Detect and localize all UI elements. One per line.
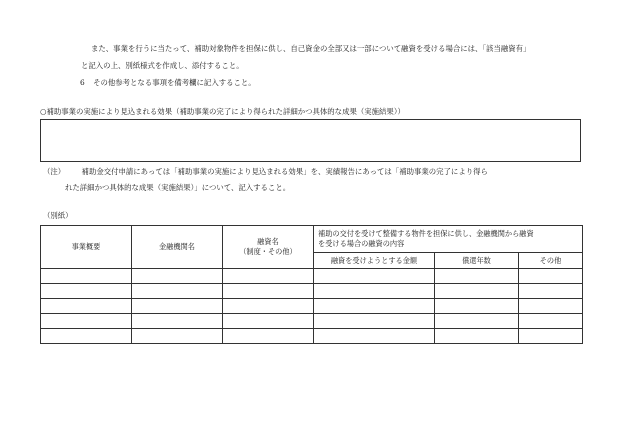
header-project-overview: 事業概要	[41, 226, 132, 269]
cell-loan-name[interactable]	[223, 299, 314, 314]
note-item-6-text: その他参考となる事項を備考欄に記入すること。	[93, 78, 256, 87]
cell-amount[interactable]	[314, 329, 435, 344]
cell-other[interactable]	[519, 284, 583, 299]
caution-text-1: 補助金交付申請にあっては「補助事業の実施により見込まれる効果」を、実績報告にあっては「補助事業の完了により得ら	[81, 167, 488, 176]
note-financing-line2: と記入の上、別紙様式を作成し、添付すること。	[81, 61, 244, 70]
table-row	[41, 269, 583, 284]
cell-other[interactable]	[519, 299, 583, 314]
header-loan-content-line1: 補助の交付を受けて整備する物件を担保に供し、金融機関から融資	[318, 229, 534, 238]
cell-years[interactable]	[435, 299, 519, 314]
header-loan-name-line2: （制度・その他）	[239, 247, 297, 256]
note-item-6-number: 6	[80, 78, 85, 87]
cell-bank[interactable]	[132, 329, 223, 344]
caution-line1	[43, 167, 488, 177]
caution-label: （注）	[43, 167, 66, 176]
header-repayment-years: 償還年数	[435, 253, 519, 269]
cell-years[interactable]	[435, 314, 519, 329]
cell-project[interactable]	[41, 299, 132, 314]
cell-years[interactable]	[435, 269, 519, 284]
cell-loan-name[interactable]	[223, 269, 314, 284]
cell-years[interactable]	[435, 329, 519, 344]
header-loan-name	[223, 226, 314, 269]
cell-project[interactable]	[41, 314, 132, 329]
table-row	[41, 299, 583, 314]
table-row	[41, 329, 583, 344]
note-item-6	[80, 78, 256, 88]
header-loan-amount: 融資を受けようとする金額	[314, 253, 435, 269]
cell-amount[interactable]	[314, 284, 435, 299]
cell-project[interactable]	[41, 329, 132, 344]
caution-text-2: れた詳細かつ具体的な成果（実施結果）」について、記入すること。	[65, 183, 291, 192]
cell-years[interactable]	[435, 284, 519, 299]
table-row	[41, 284, 583, 299]
annex-label: （別紙）	[43, 211, 73, 220]
cell-other[interactable]	[519, 329, 583, 344]
header-other: その他	[519, 253, 583, 269]
cell-amount[interactable]	[314, 269, 435, 284]
cell-other[interactable]	[519, 269, 583, 284]
cell-project[interactable]	[41, 269, 132, 284]
cell-loan-name[interactable]	[223, 329, 314, 344]
cell-bank[interactable]	[132, 269, 223, 284]
note-financing-line1: また、事業を行うに当たって、補助対象物件を担保に供し、自己資金の全部又は一部について融資を受ける場合には、「該当融資有」	[91, 44, 531, 53]
cell-other[interactable]	[519, 314, 583, 329]
cell-loan-name[interactable]	[223, 284, 314, 299]
cell-bank[interactable]	[132, 284, 223, 299]
cell-loan-name[interactable]	[223, 314, 314, 329]
cell-amount[interactable]	[314, 299, 435, 314]
header-bank-name: 金融機関名	[132, 226, 223, 269]
cell-bank[interactable]	[132, 314, 223, 329]
effect-heading: ○補助事業の実施により見込まれる効果（補助事業の完了により得られた詳細かつ具体的な成果（実施結果））	[40, 107, 405, 116]
cell-amount[interactable]	[314, 314, 435, 329]
header-loan-content-line2: を受ける場合の融資の内容	[318, 239, 405, 248]
header-loan-name-line1: 融資名	[257, 237, 279, 246]
cell-project[interactable]	[41, 284, 132, 299]
effect-input-box[interactable]	[40, 119, 581, 162]
table-row	[41, 314, 583, 329]
cell-bank[interactable]	[132, 299, 223, 314]
header-loan-content	[314, 226, 583, 253]
financing-table	[40, 225, 583, 344]
